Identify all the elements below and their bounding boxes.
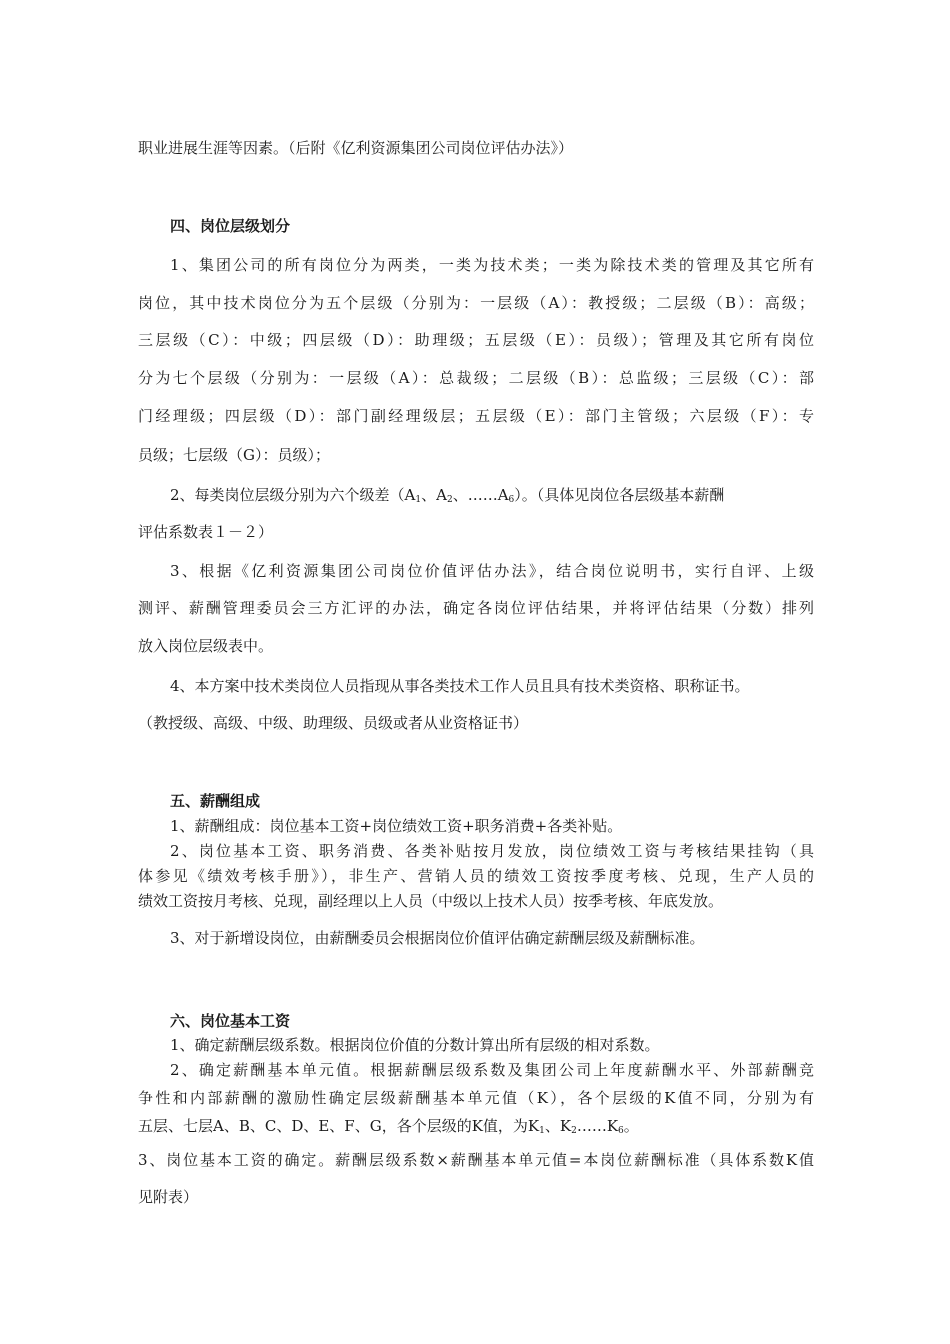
paragraph-line: 见附表）	[138, 1188, 199, 1206]
text-run: 、……A	[452, 486, 509, 504]
subscript: 6	[618, 1126, 624, 1136]
paragraph-line: 争性和内部薪酬的激励性确定层级薪酬基本单元值（K），各个层级的K值不同，分别为有	[138, 1089, 814, 1107]
paragraph-line: 3、根据《亿利资源集团公司岗位价值评估办法》，结合岗位说明书，实行自评、上级	[170, 562, 814, 580]
paragraph-line: 体参见《绩效考核手册》），非生产、营销人员的绩效工资按季度考核、兑现，生产人员的	[138, 867, 814, 885]
subscript: 2	[446, 495, 453, 505]
text-run: 五层、七层A、B、C、D、E、F、G，各个层级的K值，为K	[138, 1117, 540, 1135]
paragraph-line: 员级；七层级（G）：员级）；	[138, 446, 330, 464]
paragraph-line: 分为七个层级（分别为：一层级（A）：总裁级；二层级（B）：总监级；三层级（C）：部	[138, 369, 814, 387]
text-run: 2、每类岗位层级分别为六个级差（A	[170, 486, 416, 504]
paragraph-line: 测评、薪酬管理委员会三方汇评的办法，确定各岗位评估结果，并将评估结果（分数）排列	[138, 599, 814, 617]
paragraph-line: 1、确定薪酬层级系数。根据岗位价值的分数计算出所有层级的相对系数。	[170, 1036, 660, 1054]
text-run: 。	[623, 1117, 639, 1135]
section-heading-4: 四、岗位层级划分	[170, 217, 291, 235]
paragraph-line-with-subscripts	[170, 485, 814, 505]
paragraph-line: 三层级（C）：中级；四层级（D）：助理级；五层级（E）：员级）；管理及其它所有岗位	[138, 331, 814, 349]
paragraph-line: 放入岗位层级表中。	[138, 637, 274, 655]
paragraph-line: 1、薪酬组成：岗位基本工资+岗位绩效工资+职务消费+各类补贴。	[170, 817, 623, 835]
paragraph-line: 3、对于新增设岗位，由薪酬委员会根据岗位价值评估确定薪酬层级及薪酬标准。	[170, 929, 705, 947]
section-heading-6: 六、岗位基本工资	[170, 1012, 291, 1030]
paragraph-line: 岗位，其中技术岗位分为五个层级（分别为：一层级（A）：教授级；二层级（B）：高级；	[138, 294, 814, 312]
subscript: 2	[571, 1126, 577, 1136]
subscript: 1	[539, 1126, 545, 1136]
paragraph-line: 评估系数表１－２）	[138, 523, 274, 541]
paragraph-line: 1、集团公司的所有岗位分为两类，一类为技术类；一类为除技术类的管理及其它所有	[170, 256, 814, 274]
subscript: 6	[508, 495, 515, 505]
text-line: 职业进展生涯等因素。（后附《亿利资源集团公司岗位评估办法》）	[138, 139, 574, 157]
paragraph-line: 3、岗位基本工资的确定。薪酬层级系数×薪酬基本单元值=本岗位薪酬标准（具体系数K值	[138, 1151, 814, 1169]
paragraph-line: 4、本方案中技术类岗位人员指现从事各类技术工作人员且具有技术类资格、职称证书。	[170, 677, 750, 695]
text-run: 、A	[421, 486, 447, 504]
subscript: 1	[415, 495, 422, 505]
text-run: ……K	[576, 1117, 619, 1135]
paragraph-line: 绩效工资按月考核、兑现，副经理以上人员（中级以上技术人员）按季考核、年底发放。	[138, 892, 724, 910]
section-heading-5: 五、薪酬组成	[170, 792, 261, 810]
text-run: ）。（具体见岗位各层级基本薪酬	[514, 486, 725, 504]
paragraph-line-with-subscripts	[138, 1116, 639, 1136]
paragraph-line: （教授级、高级、中级、助理级、员级或者从业资格证书）	[138, 714, 529, 732]
paragraph-line: 2、确定薪酬基本单元值。根据薪酬层级系数及集团公司上年度薪酬水平、外部薪酬竞	[170, 1061, 814, 1079]
text-run: 、K	[544, 1117, 572, 1135]
paragraph-line: 门经理级；四层级（D）：部门副经理级层；五层级（E）：部门主管级；六层级（F）：专	[138, 407, 814, 425]
paragraph-line: 2、岗位基本工资、职务消费、各类补贴按月发放，岗位绩效工资与考核结果挂钩（具	[170, 842, 814, 860]
